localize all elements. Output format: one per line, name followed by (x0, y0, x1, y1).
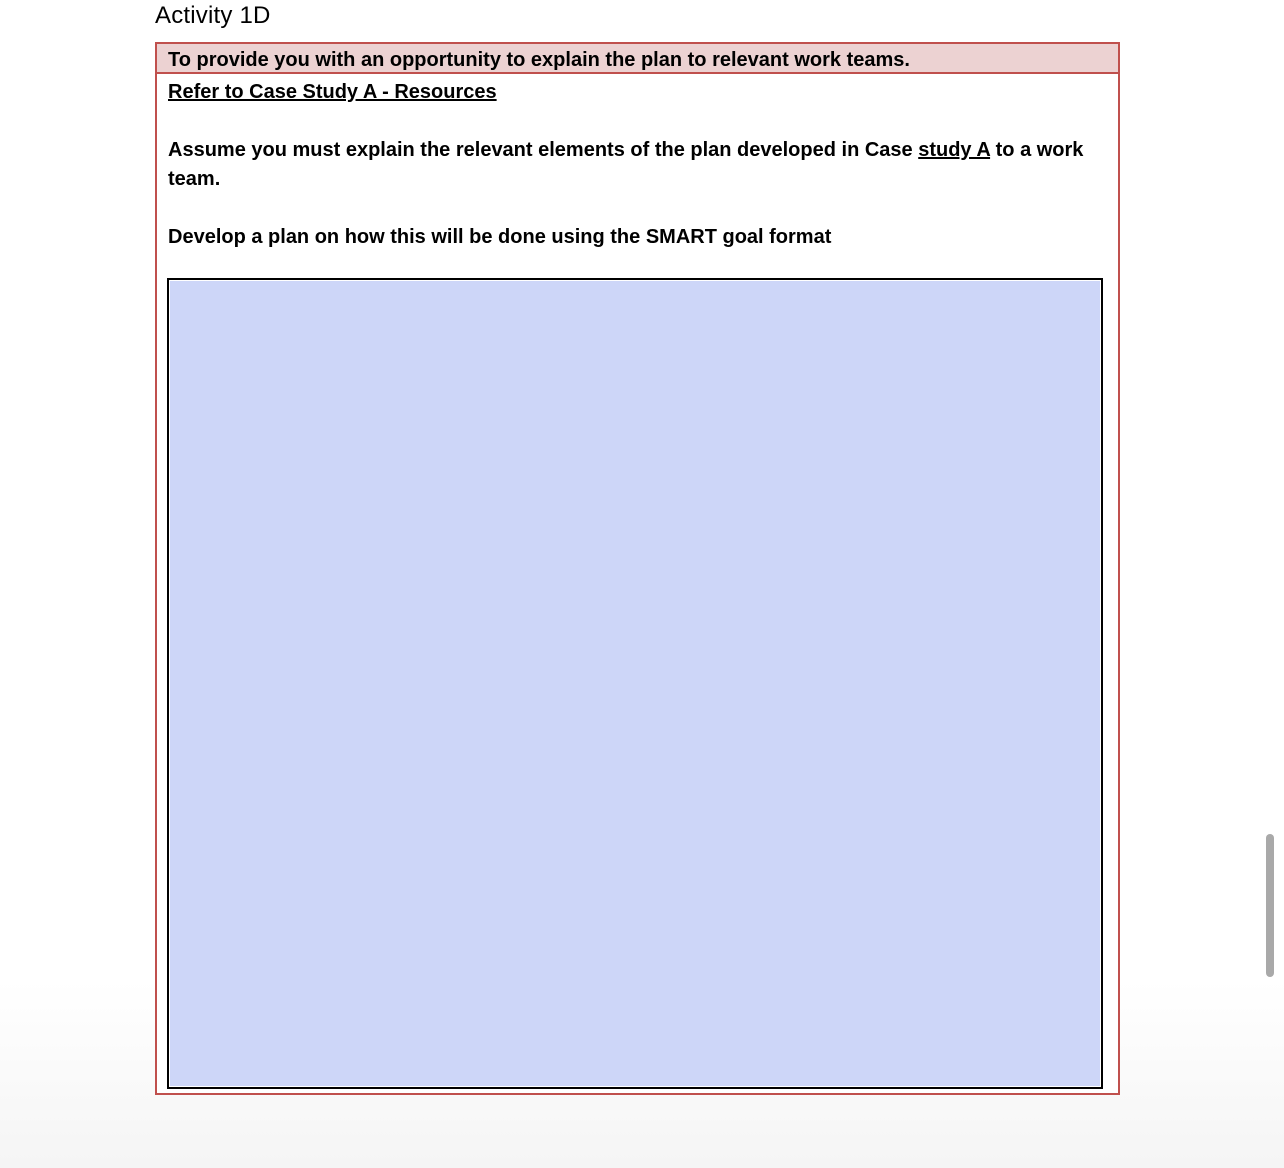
activity-box (155, 42, 1120, 1095)
case-study-link[interactable]: Refer to Case Study A - Resources (168, 81, 497, 103)
study-a-link[interactable]: study A (918, 139, 991, 161)
answer-textarea[interactable] (170, 281, 1100, 1086)
objective-row (157, 44, 1118, 74)
assume-text-part2: to a work team. (168, 139, 1084, 190)
activity-title: Activity 1D (155, 2, 271, 29)
assume-paragraph (168, 136, 1098, 194)
assume-text-part1: Assume you must explain the relevant elements of the plan developed in Case (168, 139, 919, 161)
objective-text: To provide you with an opportunity to explain the plan to relevant work teams. (168, 49, 910, 71)
develop-paragraph: Develop a plan on how this will be done using the SMART goal format (168, 226, 832, 248)
instructions-area (168, 78, 1108, 248)
scrollbar-thumb[interactable] (1266, 834, 1274, 977)
answer-frame (167, 278, 1103, 1089)
